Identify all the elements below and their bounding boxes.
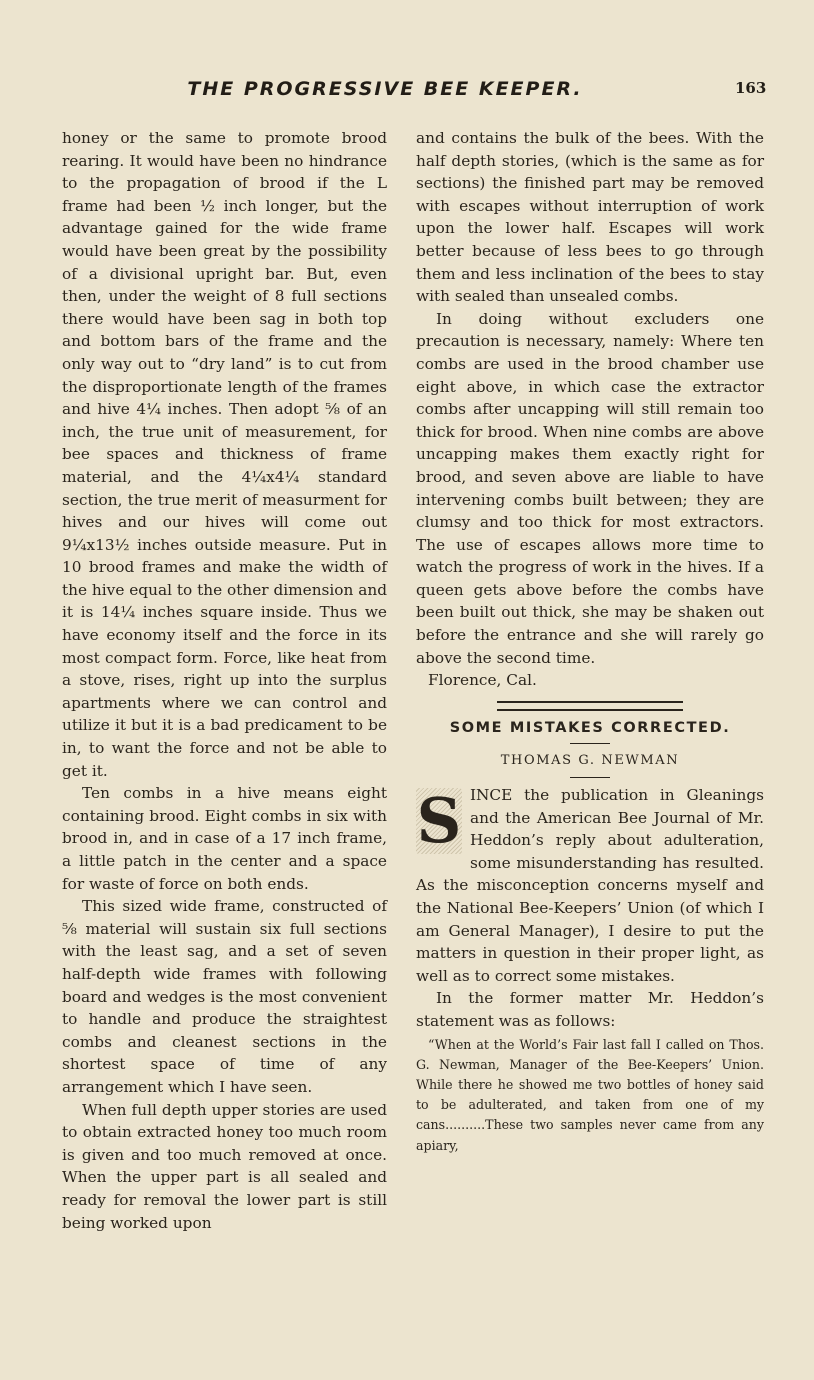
paragraph: and contains the bulk of the bees. With the half depth stories, (which is the same as for sections) the finished part may be removed with escapes without interruption of work upon the lower half. Escapes will work better because of less bees to go through them and less inclination of the bees to stay with sealed than unsealed combs. [416,129,764,306]
section-divider [497,701,683,711]
page-number: 163 [735,79,767,97]
drop-cap-letter: S [416,784,462,858]
left-column [62,127,387,1234]
paragraph: INCE the publication in Gleanings and the American Bee Journal of Mr. Heddon’s reply about adulteration, some misunderstanding has resulted. As the misconception concerns myself and the National Bee-Keepers’ Union (of which I am General Manager), I desire to put the matters in question in their proper light, as well as to correct some mistakes. [416,786,764,985]
paragraph: honey or the same to promote brood rearing. It would have been no hindrance to the propagation of brood if the L frame had been ½ inch longer, but the advantage gained for the wide frame would have been great by the possibility of a divisional upright bar. But, even then, under the weight of 8 full sections there would have been sag in both top and bottom bars of the frame and the only way out to “dry land” is to cut from the disproportionate length of the frames and hive 4¼ inches. Then adopt ⅝ of an inch, the true unit of measurement, for bee spaces and thickness of frame material, and the 4¼x4¼ standard section, the true merit of measurment for hives and our hives will come out 9¼x13½ inches outside measure. Put in 10 brood frames and make the width of the hive equal to the other dimension and it is 14¼ inches square inside. Thus we have economy itself and the force in its most compact form. Force, like heat from a stove, rises, right up into the surplus apartments where we can control and utilize it but it is a bad predicament to be in, to want the force and not be able to get it. [62,129,387,780]
quote-text: “When at the World’s Fair last fall I called on Thos. G. Newman, Manager of the Bee-Keepers’ Union. While there he showed me two bottles of honey said to be adulterated, and taken from one of my cans..........These two samples never came from any apiary, [416,1036,764,1153]
block-quote [416,1035,764,1156]
article-author: THOMAS G. NEWMAN [500,753,680,769]
divider-dash [570,743,610,744]
paragraph: In the former matter Mr. Heddon’s statement was as follows: [416,989,764,1030]
paragraph: In doing without excluders one precaution is necessary, namely: Where ten combs are used in the brood chamber use eight above, in which case the extractor combs after uncapping will still remain too thick for brood. When nine combs are above uncapping makes them exactly right for brood, and seven above are liable to have intervening combs built between; they are clumsy and too thick for most extractors. The use of escapes allows more time to watch the progress of work in the hives. If a queen gets above before the combs have been built out thick, she may be shaken out before the entrance and she will rarely go above the second time. [416,309,764,667]
running-header-title: THE PROGRESSIVE BEE KEEPER. [187,78,583,100]
divider-dash [570,777,610,778]
paragraph: This sized wide frame, constructed of ⅝ material will sustain six full sections with the least sag, and a set of seven half-depth wide frames with following board and wedges is the most convenient to handle and produce the straightest combs and cleanest sections in the shortest space of time of any arrangement which I have seen. [62,897,387,1096]
paragraph: When full depth upper stories are used to obtain extracted honey too much room is given and too much removed at once. When the upper part is all sealed and ready for removal the lower part is still being worked upon [62,1100,387,1232]
article-opening [416,784,764,987]
right-column [416,127,764,1156]
paragraph: Ten combs in a hive means eight containing brood. Eight combs in six with brood in, and in case of a 17 inch frame, a little patch in the center and a space for waste of force on both ends. [62,784,387,893]
signoff-location: Florence, Cal. [428,671,537,690]
article-heading: SOME MISTAKES CORRECTED. [449,719,731,736]
